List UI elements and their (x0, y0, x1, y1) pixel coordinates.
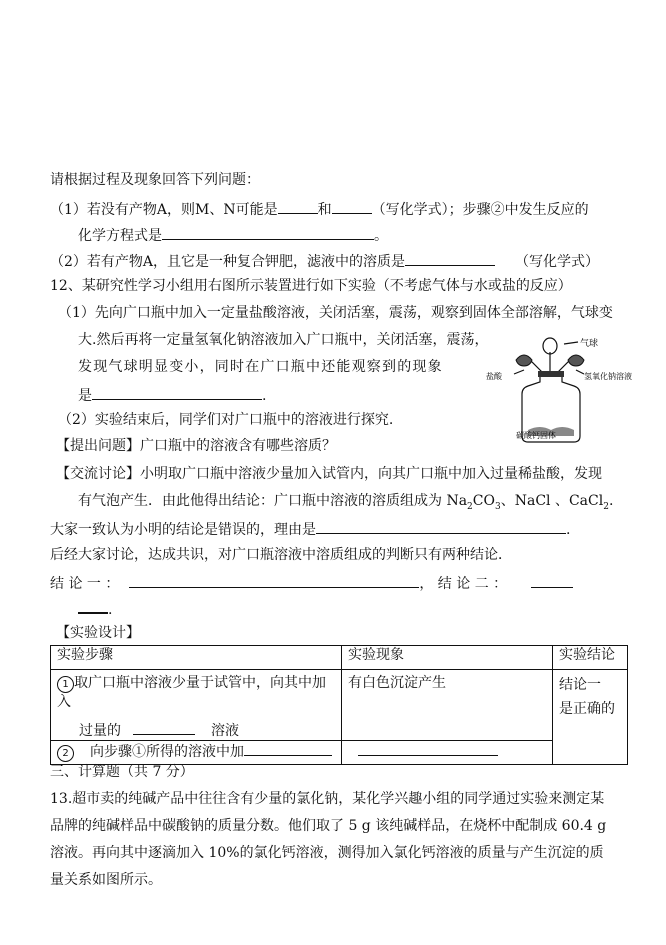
step1-text-a: 取广口瓶中溶液少量于试管中，向其中加入 (57, 675, 326, 710)
solid-label: 碳酸钙固体 (516, 431, 556, 440)
wrong-end: . (566, 522, 571, 538)
design-tag: 【实验设计】 (56, 625, 140, 641)
table-row (51, 741, 628, 765)
phenomenon1-cell: 有白色沉淀产生 (342, 670, 553, 741)
ask-text: 广口瓶中的溶液含有哪些溶质？ (140, 438, 336, 454)
step2-reagent-blank[interactable] (244, 741, 332, 756)
sub-2b: 2 (603, 501, 609, 512)
section3-title: 三、计算题（共 7 分） (50, 764, 194, 780)
q12-blank-phenomenon[interactable] (92, 385, 262, 400)
q2-blank-solute[interactable] (405, 251, 495, 266)
q1-blank-m[interactable] (278, 199, 318, 214)
phenomenon2-blank[interactable] (358, 741, 498, 756)
conclusions-line (50, 573, 573, 593)
ask-question-line (56, 437, 336, 455)
q1-text-c: （写化学式）；步骤②中发生反应的 (371, 202, 589, 218)
conclusion2-blank-cont[interactable] (78, 598, 108, 614)
q13-line4: 量关系如图所示。 (50, 872, 162, 888)
step1-reagent-blank[interactable] (133, 720, 195, 735)
q12-p1-line2: 大.然后再将一定量氢氧化钠溶液加入广口瓶中，关闭活塞，震荡， (78, 332, 489, 348)
step1-text-b: 过量的 (79, 723, 121, 739)
step1-cell (51, 670, 342, 741)
naoh-label: 氢氧化钠溶液 (584, 372, 632, 381)
table-row (51, 670, 628, 741)
left-funnel-icon (516, 355, 532, 366)
q1-line1 (50, 199, 589, 219)
q13-line3: 溶液。再向其中逐滴加入 10%的氯化钙溶液，测得加入氯化钙溶液的质量与产生沉淀的质 (50, 845, 604, 861)
balloon-icon (543, 338, 557, 354)
q1-text-b: 和 (317, 202, 332, 218)
q2-text-a: （2）若有产物A，且它是一种复合钾肥，滤液中的溶质是 (50, 254, 406, 270)
right-funnel-icon (568, 355, 584, 366)
conclusion2-label: ， 结 论 二 ： (419, 576, 508, 592)
discussion-line1 (56, 465, 602, 483)
discussion-line2 (78, 492, 613, 516)
conclusion1-text-b: 是正确的 (559, 701, 615, 717)
q1-line2 (78, 225, 388, 245)
q12-p1-line4 (78, 385, 266, 405)
q1-blank-equation[interactable] (162, 225, 374, 240)
conclusion1-blank[interactable] (129, 573, 419, 588)
co-text: CO (472, 493, 495, 509)
wrong-reason-line (50, 519, 570, 539)
naoh-pointer-icon (576, 370, 584, 374)
header-step: 实验步骤 (51, 646, 342, 670)
step-number-1: 1 (57, 676, 74, 693)
q13-line1: 13.超市卖的纯碱产品中往往含有少量的氯化钠，某化学兴趣小组的同学通过实验来测定某 (50, 791, 605, 807)
wrong-reason-blank[interactable] (316, 519, 566, 534)
step2-cell (51, 741, 342, 765)
consensus-line: 后经大家讨论，达成共识，对广口瓶溶液中溶质组成的判断只有两种结论． (50, 547, 512, 563)
experiment-table (50, 645, 628, 765)
q1-text-a: （1）若没有产物A，则M、N可能是 (50, 202, 278, 218)
q2-line (50, 251, 599, 271)
q2-text-b: （写化学式） (515, 254, 600, 270)
conclusion1-label: 结 论 一 ： (50, 576, 120, 592)
hcl-label: 盐酸 (486, 372, 502, 381)
q12-text-shi: 是 (78, 388, 92, 404)
q12-p1-line1: （1）先向广口瓶中加入一定量盐酸溶液，关闭活塞，震荡，观察到固体全部溶解，气球变 (58, 305, 613, 321)
discussion-end: . (608, 493, 614, 509)
apparatus-diagram (484, 334, 634, 446)
q1-text-d: 化学方程式是 (78, 228, 162, 244)
step1-text-c: 溶液 (211, 723, 239, 739)
q12-p1-line3: 发现气球明显变小，同时在广口瓶中还能观察到的现象 (78, 359, 443, 375)
discussion-tag: 【交流讨论】 (56, 466, 140, 482)
discussion-text2: 有气泡产生．由此他得出结论：广口瓶中溶液的溶质组成为 Na (78, 493, 468, 509)
hcl-pointer-icon (514, 370, 524, 374)
balloon-pointer-icon (564, 342, 578, 344)
conclusion1-text-a: 结论一 (559, 677, 601, 693)
header-conclusion: 实验结论 (553, 646, 628, 670)
wrong-text: 大家一致认为小明的结论是错误的，理由是 (50, 522, 316, 538)
conclusion1-cell (553, 670, 628, 765)
sub-2a: 2 (467, 501, 473, 512)
q1-text-e: 。 (374, 228, 388, 244)
stopper-icon (538, 371, 564, 377)
conclusion2-cont (78, 598, 112, 619)
q1-blank-n[interactable] (332, 199, 372, 214)
step2-text: 向步骤①所得的溶液中加 (90, 744, 244, 760)
q13-line2: 品牌的纯碱样品中碳酸钠的质量分数。他们取了 5 g 该纯碱样品，在烧杯中配制成 60.4 g (50, 818, 607, 834)
conclusion-end: . (108, 602, 113, 618)
balloon-label: 气球 (580, 339, 599, 349)
intro-text: 请根据过程及现象回答下列问题： (50, 172, 260, 188)
discussion-text1: 小明取广口瓶中溶液少量加入试管内，向其广口瓶中加入过量稀盐酸，发现 (140, 466, 602, 482)
conclusion2-blank[interactable] (531, 573, 573, 588)
q12-stem: 12、某研究性学习小组用右图所示装置进行如下实验（不考虑气体与水或盐的反应） (50, 278, 572, 294)
ask-tag: 【提出问题】 (56, 438, 140, 454)
phenomenon2-cell (342, 741, 553, 765)
table-header-row (51, 646, 628, 670)
step-number-2: 2 (57, 745, 74, 762)
q12-text-dot: . (262, 388, 267, 404)
q12-p2: （2）实验结束后，同学们对广口瓶中的溶液进行探究. (58, 412, 394, 428)
header-phenomenon: 实验现象 (342, 646, 553, 670)
sub-3: 3 (494, 501, 501, 512)
discussion-rest: 、NaCl 、CaCl (500, 493, 604, 509)
